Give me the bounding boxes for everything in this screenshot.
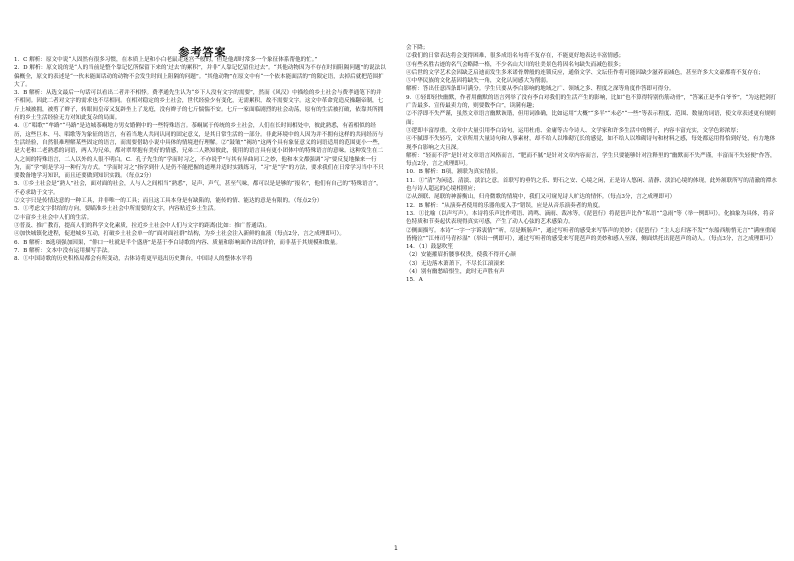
answer-paragraph: ④加快城镇化进程，促进城乡互动，打破乡土社会单一的“面对面社群”结构，为乡土社会注入新鲜的血液（每点2分，言之成理即可）。	[14, 231, 345, 238]
answer-paragraph: 11．①“清”为闲适、清淡、淡泊之意。首联写的垂钓之乐、野石之安、心境之闲，正是诗人悠闲、清静、淡泊心境的体现，此外颔联所写的清澈的潭水也与诗人超远的心境相照应；	[406, 177, 777, 193]
answer-paragraph: 5．①乡土社会是“熟人”社会，面对面的社会，人与人之间相当“熟悉”，足声、声气，甚至气味，都可以是是够的“报名”，他们有自己的“特殊语言”，不必求助于文字。	[14, 181, 382, 196]
answer-paragraph: ③有些名胜古迹的名气会略降一格，不少名山大川的壮美景色将因名句缺失而减色很多；	[406, 61, 625, 68]
answer-paragraph: 5．①考虑文字供给的方向，要瞄准乡土社会中所需要的文字，内容贴近乡土生活。	[14, 206, 219, 213]
right-column	[406, 44, 778, 285]
answer-paragraph: ⑤中华民族的文化基因将缺失一角，文化认同感大为削弱。	[406, 78, 552, 85]
answer-paragraph: 8．①中国诗歌的历史积格局都会有所变动，古体诗将更早退出历史舞台，中国诗人的整体水平将	[14, 256, 253, 263]
answer-paragraph: ②侧面描写。本诗“一字一字诉衷情”“听，尽是断肠声”，通过写听者的感受来写筝声的美妙；《琵琶行》“主人忘归客不发”“东船西舫悄无言”“满座重闻皆掩泣”“江州司马青衫湿”（举出一例即可），通过写听者的感受来写琵琶声的美妙和感人至深，侧面烘托出琵琶声的动人。（每点3分，言之成理即可）	[406, 227, 777, 242]
answer-paragraph: （3）无边落木萧萧下，不尽长江滚滚来	[406, 260, 505, 267]
answer-paragraph: ④后世的文学艺术会因缺乏启迪而发生多米诺骨牌般的连锁反应，通俗文学、文坛佳作将可能因缺少滋养而减色，甚至许多大文豪都将不复存在；	[406, 69, 765, 76]
answer-paragraph: ③逻即丰富厚重，文章中大量引用李白诗句，运用杜甫、金庸等古今诗人、文学家和许多生活中的例子，内容丰富充实，文学色彩浓厚；	[406, 127, 742, 134]
page-number: 1	[394, 545, 398, 552]
answer-paragraph: 6．B 解析：B选项强加因果，“俳口一吐就是半个盛唐”是基于李白诗歌的内容、质量和影响面作出的评价，而非基于其规模和数量。	[14, 239, 341, 246]
answer-paragraph: ③普及、推广教育，提高人们的科学文化素质，拉近乡土社会中人们与文字的距离(比如：推广普通话)。	[14, 222, 271, 229]
answer-paragraph: ②丰富乡土社会中人们的生活。	[14, 214, 93, 221]
answer-paragraph: 会下降；	[406, 45, 429, 51]
answer-paragraph: ②文字只是传情达意的一种工具，并非唯一的工具；而且这工具本身是有缺陷的，能传的情、能达的意是有限的。（每点2分）	[14, 198, 323, 205]
answer-paragraph: 1．C 解析：原文中说“人固然有很多习惯，在本质上是和小白老鼠走迷宫一般的，但是他却时常多一个象征体系帮他的忙。”	[14, 57, 318, 63]
page-title: 参考答案	[178, 46, 227, 59]
answer-paragraph: 12．B 解析：“从演奏者使用的乐器角度入手”错误，应是从音乐演奏者的角度。	[406, 202, 604, 209]
answer-paragraph: 解析：“轻而不浮”是针对文章语言风格而言，“肥而不腻”是针对文章内容而言，学生只要能够针对注释里的“幽默而不失严谨，丰富而不失轻便”作答，每点2分，言之成理即可。	[406, 152, 776, 168]
answer-paragraph: 2．D 解析：原文说的是“人的当前是整个靠记忆所保留下来的‘过去’的累积”，并非“人靠记忆留住过去”。“其他动物因为不存在时间阻隔问题”的说法以偏概全，原文的表述是“一伙未能面话动的动物不会发生时间上阻隔的问题”。“其他动物”在原文中有“一个依本能面活的”的限定语，去掉后就把范围扩大了。	[14, 65, 386, 88]
answer-paragraph: 9．①轻即轻快幽默，作者用幽默的语言列举了没有李白对我们的生活产生的影响，比如“也不算得特别伤筋动骨”，“答案正是李白爷爷”，“为这把剑打广告最多、宣传最卖力的，则要数李白”，读满有趣；	[406, 94, 777, 110]
answer-paragraph: ②不浮即不失严谨，虽然文章语言幽默诙谐，但用词准确，比如运用“大概”“多半”“未必”“一些”等表示程度、范围、数量的词语，使文章表述更有规则面；	[406, 111, 776, 126]
answer-paragraph: （2）安能摧眉折腰事权贵，使我不得开心颜	[406, 252, 516, 259]
answer-paragraph: （4）别有幽愁暗恨生，此时无声胜有声	[406, 269, 505, 276]
answer-paragraph: ②我们的日常表达将会变得困难，很多成语名句将不复存在，不能更好地表达丰富情感；	[406, 53, 625, 60]
answer-paragraph: 7．B 解析：文本中没有运用描写手法。	[14, 247, 113, 254]
answer-paragraph: 4．①“唱歌”“牟路”“马路”是边城茶峒地方男女婚俐中的一些特殊语言。茶峒属于传统的乡土社会，人们在长时间相处中，彼此熟悉，有着相似的经历，这些巨本、马、唱歌等为象征的语言，有着当地人共同认同的固定意义，是其日常生活的一部分。非此环境中的人因为并不拥有这样的共同经历与生活经验，自然很难理解某些固定的语言，而需要借助小说中具体的情境进行理解。②“鼓皱”“褐坊”这两个具有象征意义的词语适用的范围更小一些，是大老和二老熟悉的词语，两人为兄弟，都对翠翠抱有美好的情感，兄弟二人熟知彼此，使用的语言具有更小团体中的特殊语言的意味。这种发生在二人之间的特殊语言，二人以外的人很不明白。C．孔子先生的“学而时习之，不亦说乎”与其有异曲同工之妙，他和本文都强调“习”要反复地操来一行为，而“学”则是学习一种行为方式。“学而时习之”指学到什人是仍不能把握的道理并适时实践练习，“习”是“学”的方法，要求我们在日常学习当中不只要数备地学习知识，而且还要做到知识实践。（每点2分）	[14, 123, 384, 180]
answer-paragraph: ②从颈联、尾联的神游衡山，归舟微歌的情境中，我们又可窥见诗人旷达的情怀。（每点3分，言之成理即可）	[406, 194, 676, 201]
left-column	[14, 56, 386, 263]
answer-paragraph: 15．A	[406, 277, 423, 284]
answer-paragraph: 解析：答出任意四条即可满分。学生只要从李白影响的地域之广、领域之多、程度之深等角度作答即可得分。	[406, 86, 675, 93]
answer-paragraph: 13．①比喻（以声写声）。本诗将乐声比作莺语、鸿鸣、滴雨、裁冰等，《琵琶行》将琵琶声比作“私语”“急雨”等（举一例即可）。化抽象为具体，将音色特质和节奏起伏表现得真实可感，产生了动人心弦的艺术感染力。	[406, 210, 775, 226]
answer-paragraph: 14．（1）鼓瑟吹笙	[406, 244, 454, 251]
answer-paragraph: 3．B 解析：从选文最后一句话可以看出二者并不相悖。费孝通先生认为“乡下人没有文字的需要”，然而《风汉》中描绘的乡土社会与费孝通笔下的并不相同。因此二者对文字的需求也不尽相同。在相对稳定的乡土社会，世代经验少有变化，无需累积，故不需要文字。这文中革命党造反操翻帝制，七斤上城被拥，被剪了辫子，转眼间皇帝又复辟坐上了龙庭，没有辫子的七斤惴惴不安。七斤一家面临剧烈的社会动荡，原有的生活被打破，依靠其所拥有的乡土生活经验无力对知此复杂的局面。	[14, 90, 384, 122]
answer-paragraph: 10．B 解析：B项，颔联为真实情景。	[406, 169, 502, 176]
answer-paragraph: ④不腻即不失轻巧，文章所用大量诗句和人事素材，却不给人以堆砌冗长的感觉，如不给人以堆砌诗句和材料之感，每处都运用得恰到好处，有力地体现李白影响之大且深。	[406, 136, 776, 151]
